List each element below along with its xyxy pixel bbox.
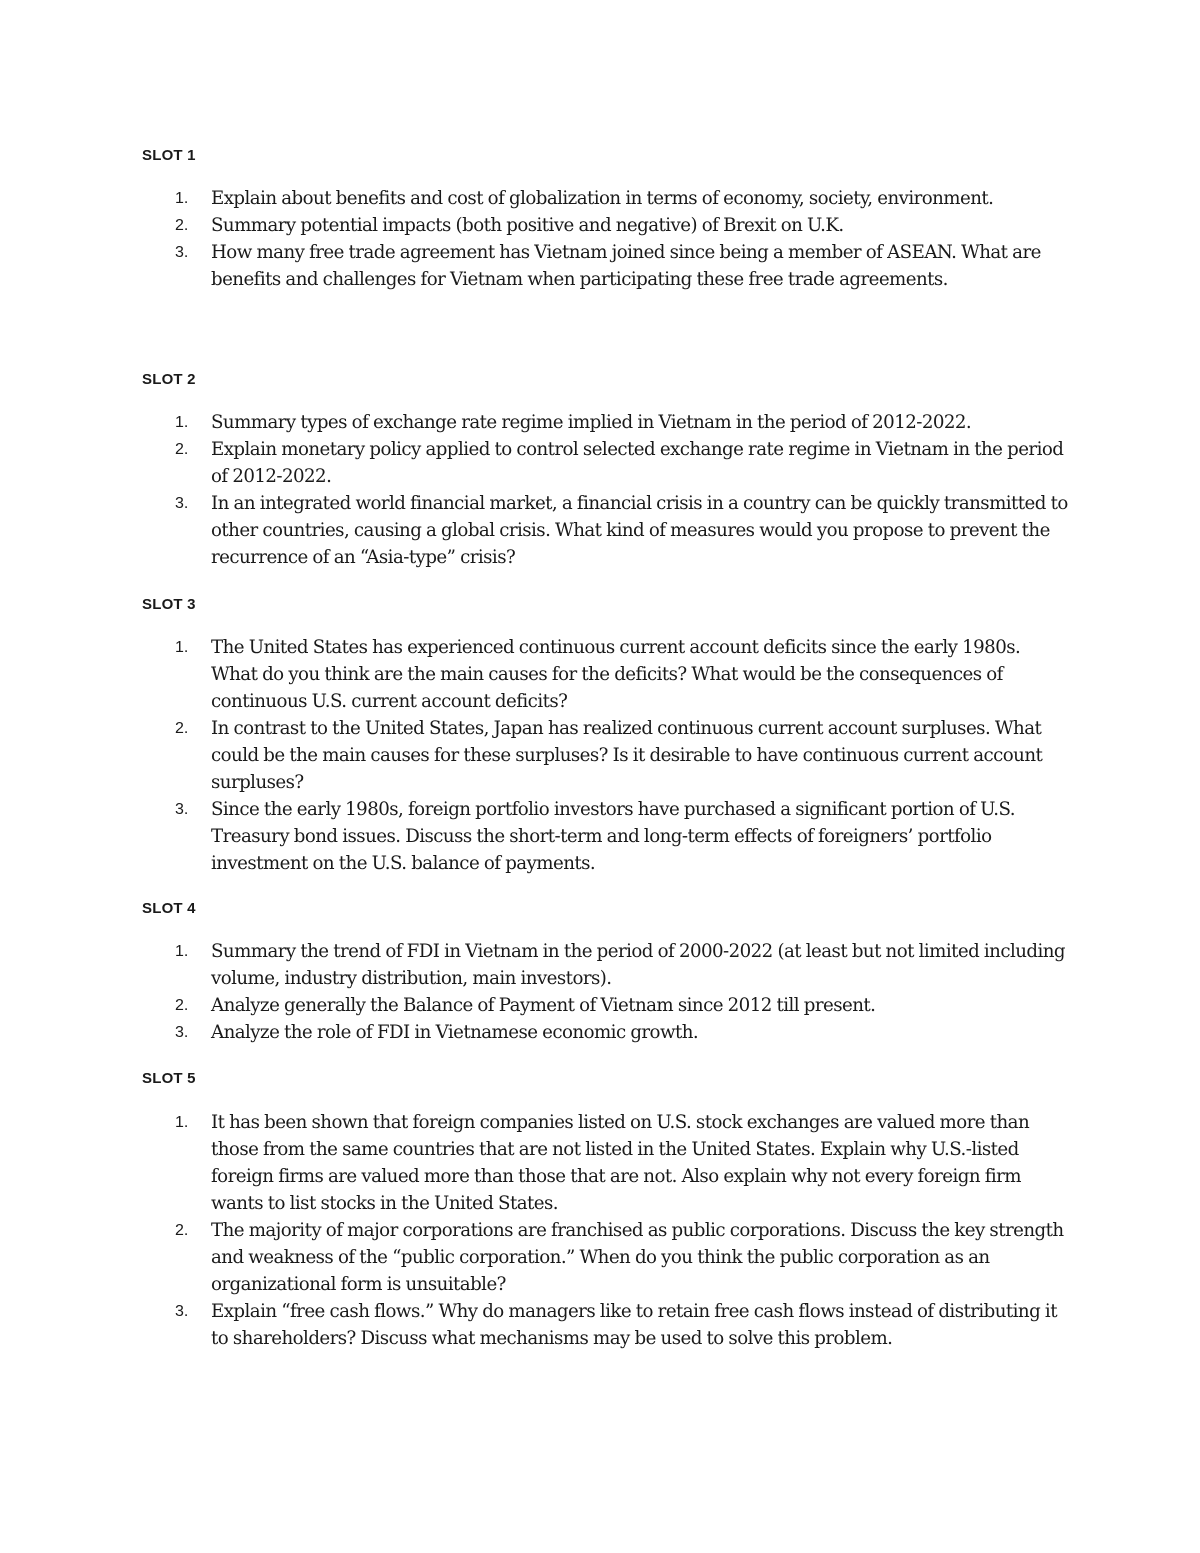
question-list <box>142 409 1072 571</box>
question-item <box>142 992 1072 1019</box>
question-item <box>142 490 1072 571</box>
question-list <box>142 634 1072 877</box>
question-text: Summary the trend of FDI in Vietnam in the period of 2000-2022 (at least but not limited including volume, industry distribution, main investors). <box>211 941 1066 989</box>
question-item <box>142 185 1072 212</box>
question-item <box>142 1298 1072 1352</box>
slot-3-section <box>142 594 1072 874</box>
question-number: 2. <box>175 441 189 458</box>
question-item <box>142 634 1072 715</box>
slot-5-section <box>142 1068 1072 1349</box>
question-text: In an integrated world financial market, a financial crisis in a country can be quickly transmitted to other countries, causing a global crisis. What kind of measures would you propose to prevent the recurrence of an “Asia-type” crisis? <box>211 493 1068 568</box>
question-number: 3. <box>175 244 189 261</box>
question-text: Explain about benefits and cost of globalization in terms of economy, society, environment. <box>211 188 994 209</box>
question-text: It has been shown that foreign companies listed on U.S. stock exchanges are valued more than those from the same countries that are not listed in the United States. Explain why U.S.-listed foreign firms are valued more than those that are not. Also explain why not every foreign firm wants to list stocks in the United States. <box>211 1112 1030 1214</box>
question-text: The United States has experienced continuous current account deficits since the early 1980s. What do you think are the main causes for the deficits? What would be the consequences of continuous U.S. current account deficits? <box>211 637 1021 712</box>
question-text: Since the early 1980s, foreign portfolio investors have purchased a significant portion of U.S. Treasury bond issues. Discuss the short-term and long-term effects of foreigners’ portfolio investment on the U.S. balance of payments. <box>211 799 1015 874</box>
question-number: 1. <box>175 639 189 656</box>
question-number: 2. <box>175 997 189 1014</box>
question-number: 2. <box>175 720 189 737</box>
question-text: Analyze the role of FDI in Vietnamese economic growth. <box>211 1022 699 1043</box>
question-number: 1. <box>175 1114 189 1131</box>
slot-heading: SLOT 5 <box>142 1070 196 1087</box>
question-number: 3. <box>175 801 189 818</box>
slot-heading: SLOT 3 <box>142 596 196 613</box>
question-item <box>142 212 1072 239</box>
question-number: 2. <box>175 1222 189 1239</box>
question-text: Analyze generally the Balance of Payment of Vietnam since 2012 till present. <box>211 995 876 1016</box>
question-text: Summary types of exchange rate regime implied in Vietnam in the period of 2012-2022. <box>211 412 972 433</box>
question-number: 3. <box>175 1024 189 1041</box>
question-number: 1. <box>175 414 189 431</box>
slot-2-section <box>142 369 1072 568</box>
question-number: 2. <box>175 217 189 234</box>
question-text: Explain monetary policy applied to control selected exchange rate regime in Vietnam in the period of 2012-2022. <box>211 439 1064 487</box>
question-item <box>142 938 1072 992</box>
question-item <box>142 1019 1072 1046</box>
question-item <box>142 715 1072 796</box>
question-text: Explain “free cash flows.” Why do managers like to retain free cash flows instead of distributing it to shareholders? Discuss what mechanisms may be used to solve this problem. <box>211 1301 1057 1349</box>
question-number: 1. <box>175 190 189 207</box>
slot-heading: SLOT 1 <box>142 147 196 164</box>
question-item <box>142 436 1072 490</box>
question-text: The majority of major corporations are franchised as public corporations. Discuss the key strength and weakness of the “public corporation.” When do you think the public corporation as an organizational form is unsuitable? <box>211 1220 1064 1295</box>
slot-1-section <box>142 145 1072 290</box>
question-text: In contrast to the United States, Japan has realized continuous current account surpluses. What could be the main causes for these surpluses? Is it desirable to have continuous current account surpluses? <box>211 718 1043 793</box>
question-text: Summary potential impacts (both positive and negative) of Brexit on U.K. <box>211 215 844 236</box>
question-item <box>142 1217 1072 1298</box>
slot-heading: SLOT 4 <box>142 900 196 917</box>
question-text: How many free trade agreement has Vietnam joined since being a member of ASEAN. What are benefits and challenges for Vietnam when participating these free trade agreements. <box>211 242 1041 290</box>
question-list <box>142 938 1072 1046</box>
slot-4-section <box>142 898 1072 1043</box>
slot-heading: SLOT 2 <box>142 371 196 388</box>
question-list <box>142 1109 1072 1352</box>
question-number: 1. <box>175 943 189 960</box>
question-item <box>142 796 1072 877</box>
question-item <box>142 239 1072 293</box>
question-number: 3. <box>175 495 189 512</box>
question-list <box>142 185 1072 293</box>
question-item <box>142 409 1072 436</box>
question-item <box>142 1109 1072 1217</box>
question-number: 3. <box>175 1303 189 1320</box>
